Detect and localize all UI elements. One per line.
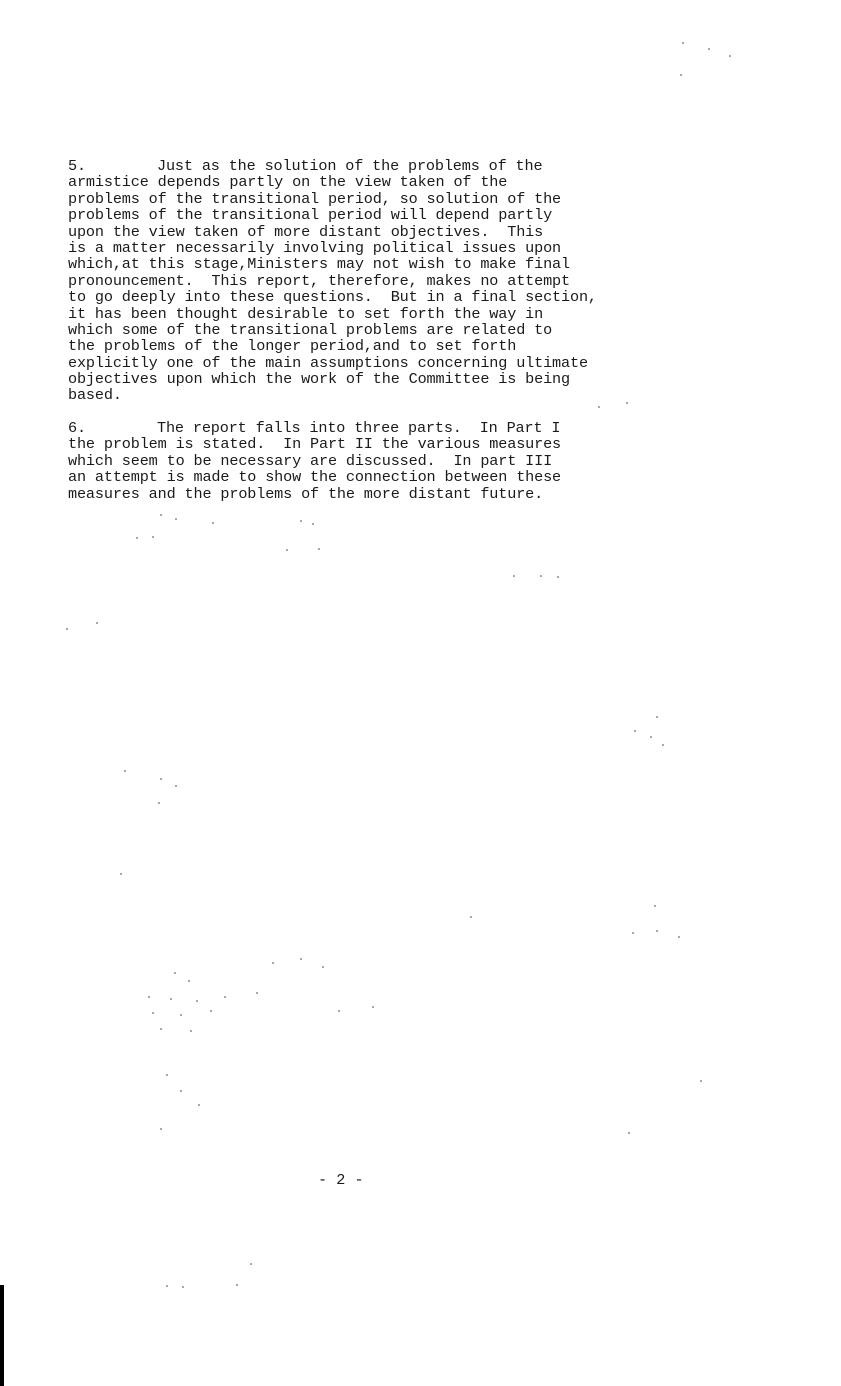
paragraph-line: based. (68, 386, 122, 405)
paragraph-line: explicitly one of the main assumptions concerning ultimate (68, 353, 588, 372)
paragraph-number: 5. (68, 157, 86, 175)
paragraph-line: pronouncement. This report, therefore, makes no attempt (68, 271, 570, 290)
page-number: - 2 - (318, 1171, 364, 1189)
paragraph-line: 5. Just as the solution of the problems of the (68, 157, 543, 175)
paragraph-line: problems of the transitional period, so solution of the (68, 189, 562, 208)
paragraph-line: an attempt is made to show the connection between these (68, 468, 562, 487)
paragraph-line: armistice depends partly on the view taken of the (68, 173, 508, 192)
paragraph-line: it has been thought desirable to set forth the way in (68, 304, 544, 323)
paragraph-6 (68, 420, 668, 502)
paragraph-line: measures and the problems of the more distant future. (68, 484, 544, 503)
paragraph-number: 6. (68, 419, 86, 437)
paragraph-line: to go deeply into these questions. But in a final section, (68, 288, 597, 307)
paragraph-line: upon the view taken of more distant objectives. This (68, 222, 544, 241)
paragraph-line: which seem to be necessary are discussed. In part III (68, 451, 553, 470)
paragraph-5 (68, 158, 668, 404)
paragraph-line: is a matter necessarily involving political issues upon (68, 238, 562, 257)
paragraph-line: which some of the transitional problems are related to (68, 320, 553, 339)
paragraph-line: the problem is stated. In Part II the various measures (68, 435, 562, 454)
paragraph-line: 6. The report falls into three parts. In Part I (68, 419, 561, 437)
paragraph-line: problems of the transitional period will depend partly (68, 206, 553, 225)
paragraph-line: the problems of the longer period,and to set forth (68, 337, 517, 356)
paragraph-line: objectives upon which the work of the Committee is being (68, 370, 570, 389)
scan-edge-mark (0, 1285, 4, 1386)
paragraph-line: which,at this stage,Ministers may not wish to make final (68, 255, 570, 274)
